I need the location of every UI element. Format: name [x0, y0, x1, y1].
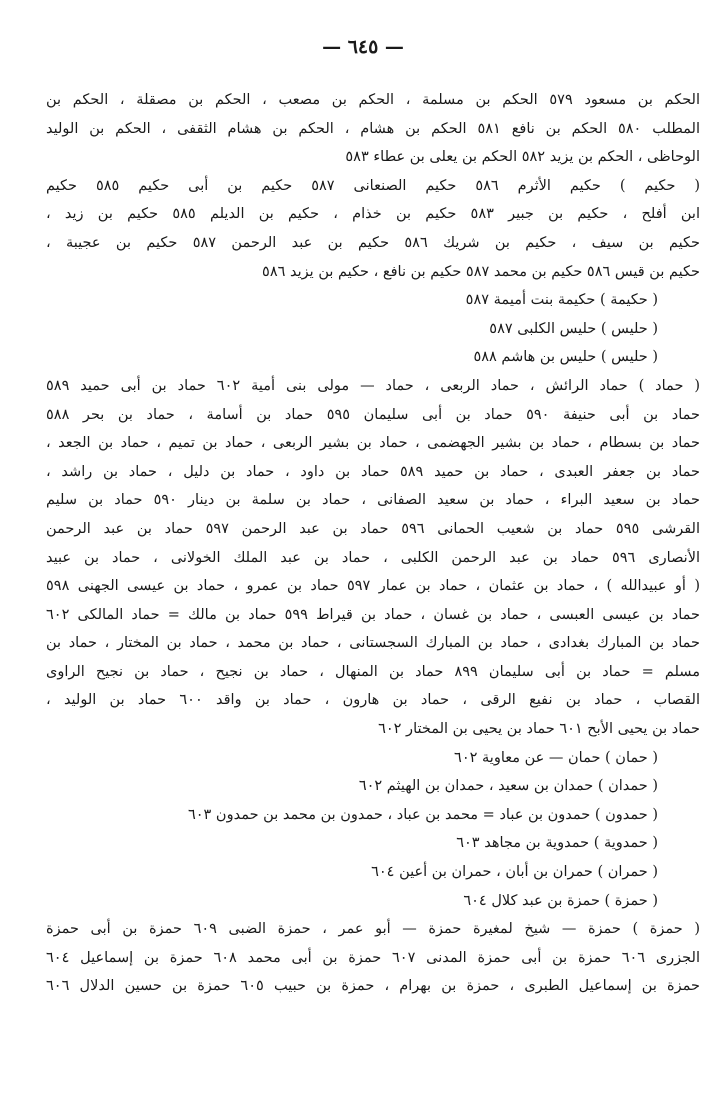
index-line: القرشى ٥٩٥ حماد بن شعيب الحمانى ٥٩٦ حماد بن عبد الرحمن ٥٩٧ حماد بن عبد الرحمن: [46, 520, 700, 537]
index-line: المطلب ٥٨٠ الحكم بن نافع ٥٨١ الحكم بن هشام ، الحكم بن هشام الثقفى ، الحكم بن الوليد: [46, 120, 700, 137]
index-line: الأنصارى ٥٩٦ حماد بن عبد الرحمن الكلبى ، حماد بن عبد الملك الخولانى ، حماد بن عبيد: [46, 549, 700, 566]
index-line: ( حمزة ) حمزة بن عبد كلال ٦٠٤: [463, 892, 658, 909]
index-line: حماد بن يحيى الأبح ٦٠١ حماد بن يحيى بن المختار ٦٠٢: [378, 721, 700, 738]
index-line: حماد بن جعفر العبدى ، حماد بن حميد ٥٨٩ حماد بن داود ، حماد بن دليل ، حماد بن راشد ،: [46, 463, 700, 480]
index-line: ( أو عبيدالله ) ، حماد بن عثمان ، حماد بن عمار ٥٩٧ حماد بن عمرو ، حماد بن عيسى الجهنى ٥٩٨: [46, 578, 700, 595]
index-line: الجزرى ٦٠٦ حمزة بن أبى حمزة المدنى ٦٠٧ حمزة بن أبى محمد ٦٠٨ حمزة بن إسماعيل ٦٠٤: [46, 949, 700, 966]
index-line: حماد بن سعيد البراء ، حماد بن سعيد الصفانى ، حماد بن سلمة بن دينار ٥٩٠ حماد بن سليم: [46, 492, 700, 509]
index-line: حماد بن عيسى العبسى ، حماد بن غسان ، حماد بن قيراط ٥٩٩ حماد بن مالك = حماد المالكى ٦٠٢: [46, 606, 700, 623]
index-line: ( حمزة ) حمزة — شيخ لمغيرة حمزة — أبو عمر ، حمزة الضبى ٦٠٩ حمزة بن أبى حمزة: [46, 921, 700, 938]
index-line: الوحاظى ، الحكم بن يزيد ٥٨٢ الحكم بن يعلى بن عطاء ٥٨٣: [345, 149, 700, 166]
index-line: ( حمدون ) حمدون بن عباد = محمد بن عباد ، حمدون بن محمد بن حمدون ٦٠٣: [187, 806, 658, 823]
index-line: ( حمران ) حمران بن أبان ، حمران بن أعين ٦٠٤: [371, 864, 658, 881]
index-line: الحكم بن مسعود ٥٧٩ الحكم بن مسلمة ، الحكم بن مصعب ، الحكم بن مصقلة ، الحكم بن: [46, 92, 700, 108]
index-line: ( حمان ) حمان — عن معاوية ٦٠٢: [454, 749, 658, 766]
index-line: ( حكيمة ) حكيمة بنت أميمة ٥٨٧: [465, 292, 658, 309]
index-entries: [46, 86, 700, 1001]
index-line: مسلم = حماد بن أبى سليمان ٨٩٩ حماد بن المنهال ، حماد بن نجيح ، حماد بن نجيح الراوى: [46, 663, 700, 680]
page-number: — ٦٤٥ —: [322, 36, 404, 58]
index-line: حماد بن المبارك بغدادى ، حماد بن المبارك السجستانى ، حماد بن محمد ، حماد بن المختار ، حماد بن: [46, 635, 700, 652]
index-line: ( حمدان ) حمدان بن سعيد ، حمدان بن الهيثم ٦٠٢: [358, 778, 658, 795]
index-line: ( حمدوية ) حمدوية بن مجاهد ٦٠٣: [456, 835, 658, 852]
index-line: ابن أفلح ، حكيم بن جبير ٥٨٣ حكيم بن خذام ، حكيم بن الديلم ٥٨٥ حكيم بن زيد ،: [46, 206, 700, 223]
index-line: حماد بن أبى حنيفة ٥٩٠ حماد بن أبى سليمان ٥٩٥ حماد بن أسامة ، حماد بن بحر ٥٨٨: [46, 406, 700, 423]
index-line: ( حكيم ) حكيم الأثرم ٥٨٦ حكيم الصنعانى ٥٨٧ حكيم بن أبى حكيم ٥٨٥ حكيم: [46, 177, 700, 194]
index-line: حمزة بن إسماعيل الطبرى ، حمزة بن بهرام ، حمزة بن حبيب ٦٠٥ حمزة بن حسين الدلال ٦٠٦: [46, 978, 700, 995]
index-line: ( حليس ) حليس الكلبى ٥٨٧: [489, 320, 658, 337]
index-line: حكيم بن قيس ٥٨٦ حكيم بن محمد ٥٨٧ حكيم بن نافع ، حكيم بن يزيد ٥٨٦: [262, 263, 700, 280]
index-line: ( حماد ) حماد الرائش ، حماد الربعى ، حماد — مولى بنى أمية ٦٠٢ حماد بن أبى حميد ٥٨٩: [46, 377, 700, 394]
index-line: القصاب ، حماد بن نفيع الرقى ، حماد بن هارون ، حماد بن واقد ٦٠٠ حماد بن الوليد ،: [46, 692, 700, 709]
index-line: حماد بن بسطام ، حماد بن بشير الجهضمى ، حماد بن بشير الربعى ، حماد بن تميم ، حماد بن الجعد ،: [46, 435, 700, 452]
index-line: ( حليس ) حليس بن هاشم ٥٨٨: [473, 349, 658, 366]
index-line: حكيم بن سيف ، حكيم بن شريك ٥٨٦ حكيم بن عبد الرحمن ٥٨٧ حكيم بن عجيبة ،: [46, 234, 700, 251]
